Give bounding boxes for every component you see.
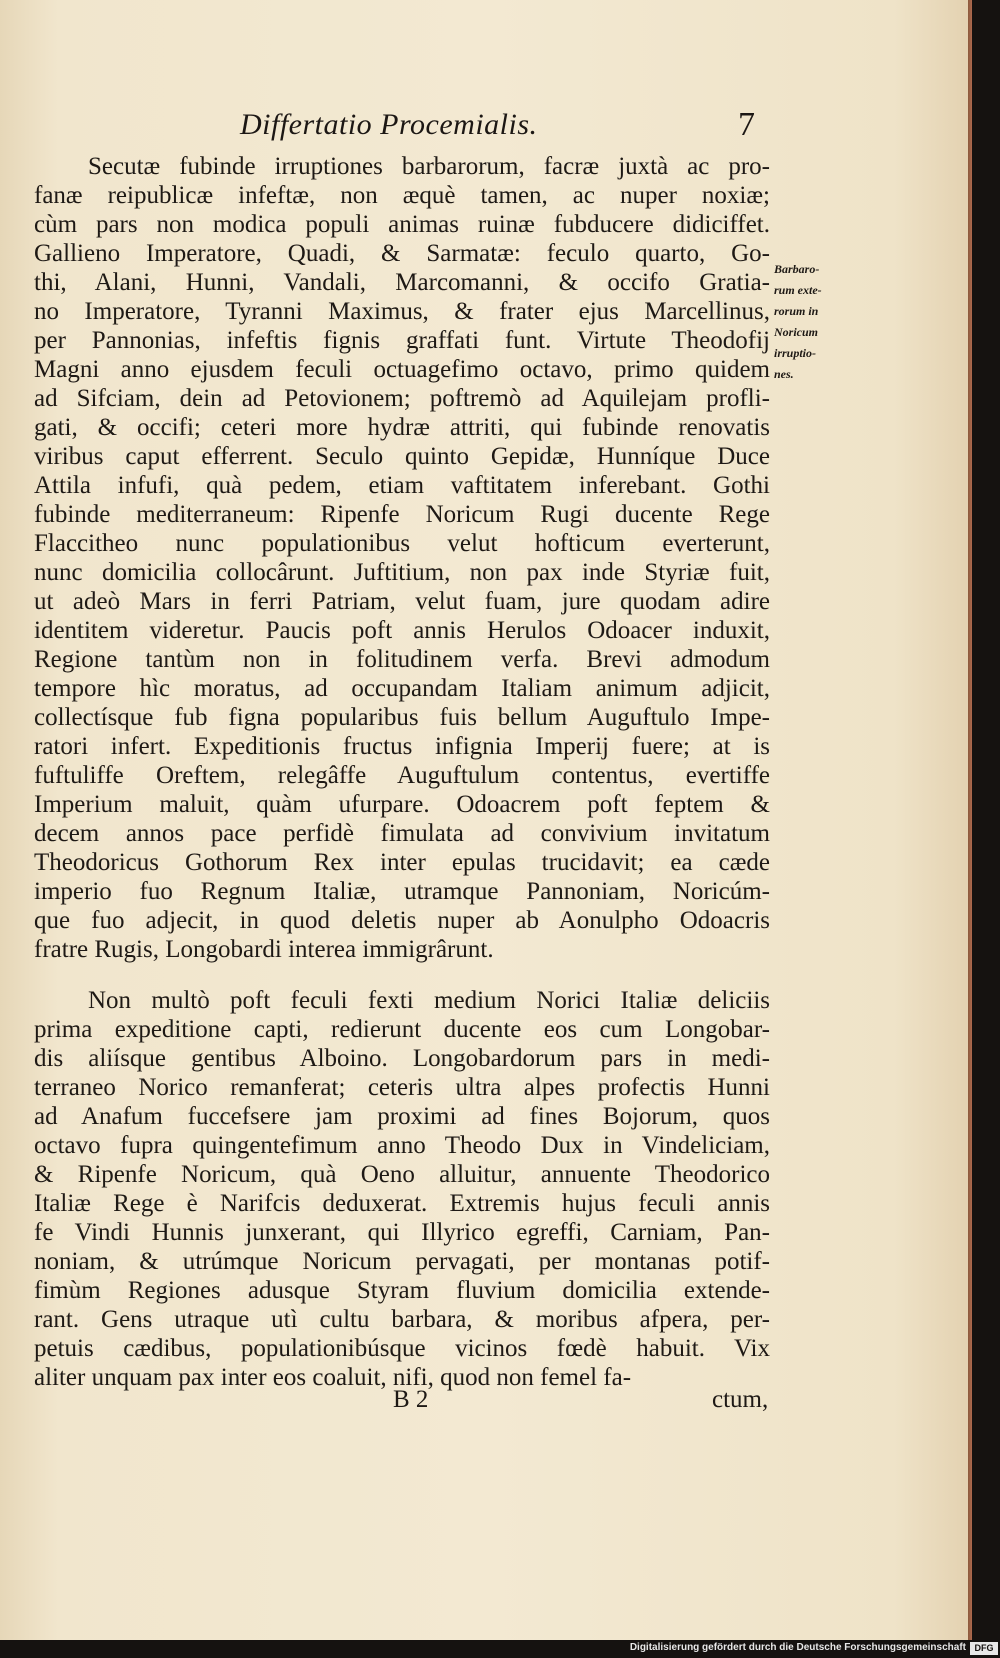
text-line: per Pannonias, infeftis fignis graffati funt. Virtute Theodofij bbox=[34, 327, 770, 354]
marginal-note-line: Barbaro- bbox=[774, 262, 820, 276]
digitization-footer bbox=[0, 1640, 1000, 1658]
text-line: identitem videretur. Paucis poft annis Herulos Odoacer induxit, bbox=[34, 617, 770, 644]
catchword: ctum, bbox=[712, 1386, 769, 1413]
text-line: fratre Rugis, Longobardi interea immigrârunt. bbox=[34, 936, 494, 963]
footer-credit: Digitalisierung gefördert durch die Deutsche Forschungsgemeinschaft bbox=[629, 1642, 966, 1653]
text-line: gati, & occifi; ceteri more hydræ attriti, qui fubinde renovatis bbox=[34, 414, 770, 441]
text-line: fimùm Regiones adusque Styram fluvium domicilia extende- bbox=[34, 1277, 770, 1304]
text-line: & Ripenfe Noricum, quà Oeno alluitur, annuente Theodorico bbox=[34, 1161, 770, 1188]
text-line: petuis cædibus, populationibúsque vicinos fœdè habuit. Vix bbox=[34, 1335, 770, 1362]
text-line: thi, Alani, Hunni, Vandali, Marcomanni, & occifo Gratia- bbox=[34, 269, 770, 296]
marginal-note-line: Noricum bbox=[774, 325, 819, 339]
page-number: 7 bbox=[738, 106, 755, 143]
text-line: Imperium maluit, quàm ufurpare. Odoacrem poft feptem & bbox=[34, 791, 770, 818]
page-edge bbox=[968, 0, 972, 1640]
text-line: ad Sifciam, dein ad Petovionem; poftremò ad Aquilejam profli- bbox=[34, 385, 770, 412]
text-line: Magni anno ejusdem feculi octuagefimo octavo, primo quidem bbox=[34, 356, 770, 383]
paragraph-gap bbox=[34, 964, 770, 986]
text-line: terraneo Norico remanferat; ceteris ultra alpes profectis Hunni bbox=[34, 1074, 770, 1101]
text-line: cùm pars non modica populi animas ruinæ fubducere didiciffet. bbox=[34, 211, 770, 238]
marginal-note-line: nes. bbox=[774, 367, 794, 381]
text-line: noniam, & utrúmque Noricum pervagati, per montanas potif- bbox=[34, 1248, 770, 1275]
running-head: Differtatio Procemialis. bbox=[240, 108, 538, 141]
text-line: que fuo adjecit, in quod deletis nuper ab Aonulpho Odoacris bbox=[34, 907, 770, 934]
signature-mark: B 2 bbox=[393, 1386, 429, 1413]
text-line: tempore hìc moratus, ad occupandam Italiam animum adjicit, bbox=[34, 675, 770, 702]
text-line: prima expeditione capti, redierunt ducente eos cum Longobar- bbox=[34, 1016, 770, 1043]
text-line: viribus caput efferrent. Seculo quinto Gepidæ, Hunníque Duce bbox=[34, 443, 770, 470]
text-line: octavo fupra quingentefimum anno Theodo Dux in Vindeliciam, bbox=[34, 1132, 770, 1159]
text-line: ratori infert. Expeditionis fructus infignia Imperij fuere; at is bbox=[34, 733, 770, 760]
text-line: nunc domicilia collocârunt. Juftitium, non pax inde Styriæ fuit, bbox=[34, 559, 770, 586]
text-line: aliter unquam pax inter eos coaluit, nifi, quod non femel fa- bbox=[34, 1364, 632, 1391]
text-line: fanæ reipublicæ infeftæ, non æquè tamen, ac nuper noxiæ; bbox=[34, 182, 770, 209]
marginal-note bbox=[774, 259, 844, 385]
marginal-note-line: rorum in bbox=[774, 304, 819, 318]
text-line: Gallieno Imperatore, Quadi, & Sarmatæ: feculo quarto, Go- bbox=[34, 240, 770, 267]
text-line: ut adeò Mars in ferri Patriam, velut fuam, jure quodam adire bbox=[34, 588, 770, 615]
marginal-note-line: rum exte- bbox=[774, 283, 822, 297]
text-line: decem annos pace perfidè fimulata ad convivium invitatum bbox=[34, 820, 770, 847]
marginal-note-line: irruptio- bbox=[774, 346, 817, 360]
text-line: Flaccitheo nunc populationibus velut hofticum everterunt, bbox=[34, 530, 770, 557]
text-line: Non multò poft feculi fexti medium Norici Italiæ deliciis bbox=[88, 987, 770, 1014]
paragraph-1 bbox=[34, 152, 770, 964]
dfg-logo: DFG bbox=[970, 1642, 998, 1655]
text-line: Theodoricus Gothorum Rex inter epulas trucidavit; ea cæde bbox=[34, 849, 770, 876]
text-line: Italiæ Rege è Narifcis deduxerat. Extremis hujus feculi annis bbox=[34, 1190, 770, 1217]
text-line: Secutæ fubinde irruptiones barbarorum, facræ juxtà ac pro- bbox=[88, 153, 770, 180]
text-line: imperio fuo Regnum Italiæ, utramque Pannoniam, Noricúm- bbox=[34, 878, 770, 905]
text-line: ad Anafum fuccefsere jam proximi ad fines Bojorum, quos bbox=[34, 1103, 770, 1130]
body-text bbox=[34, 152, 770, 1392]
text-line: Attila infufi, quà pedem, etiam vaftitatem inferebant. Gothi bbox=[34, 472, 770, 499]
text-line: no Imperatore, Tyranni Maximus, & frater ejus Marcellinus, bbox=[34, 298, 770, 325]
text-line: collectísque fub figna popularibus fuis bellum Auguftulo Impe- bbox=[34, 704, 770, 731]
text-line: rant. Gens utraque utì cultu barbara, & moribus afpera, per- bbox=[34, 1306, 770, 1333]
text-line: fubinde mediterraneum: Ripenfe Noricum Rugi ducente Rege bbox=[34, 501, 770, 528]
text-line: fe Vindi Hunnis junxerant, qui Illyrico egreffi, Carniam, Pan- bbox=[34, 1219, 770, 1246]
page-header bbox=[0, 108, 972, 152]
paragraph-2 bbox=[34, 986, 770, 1392]
text-line: dis aliísque gentibus Alboino. Longobardorum pars in medi- bbox=[34, 1045, 770, 1072]
text-line: fuftuliffe Oreftem, relegâffe Auguftulum contentus, evertiffe bbox=[34, 762, 770, 789]
text-line: Regione tantùm non in folitudinem verfa. Brevi admodum bbox=[34, 646, 770, 673]
